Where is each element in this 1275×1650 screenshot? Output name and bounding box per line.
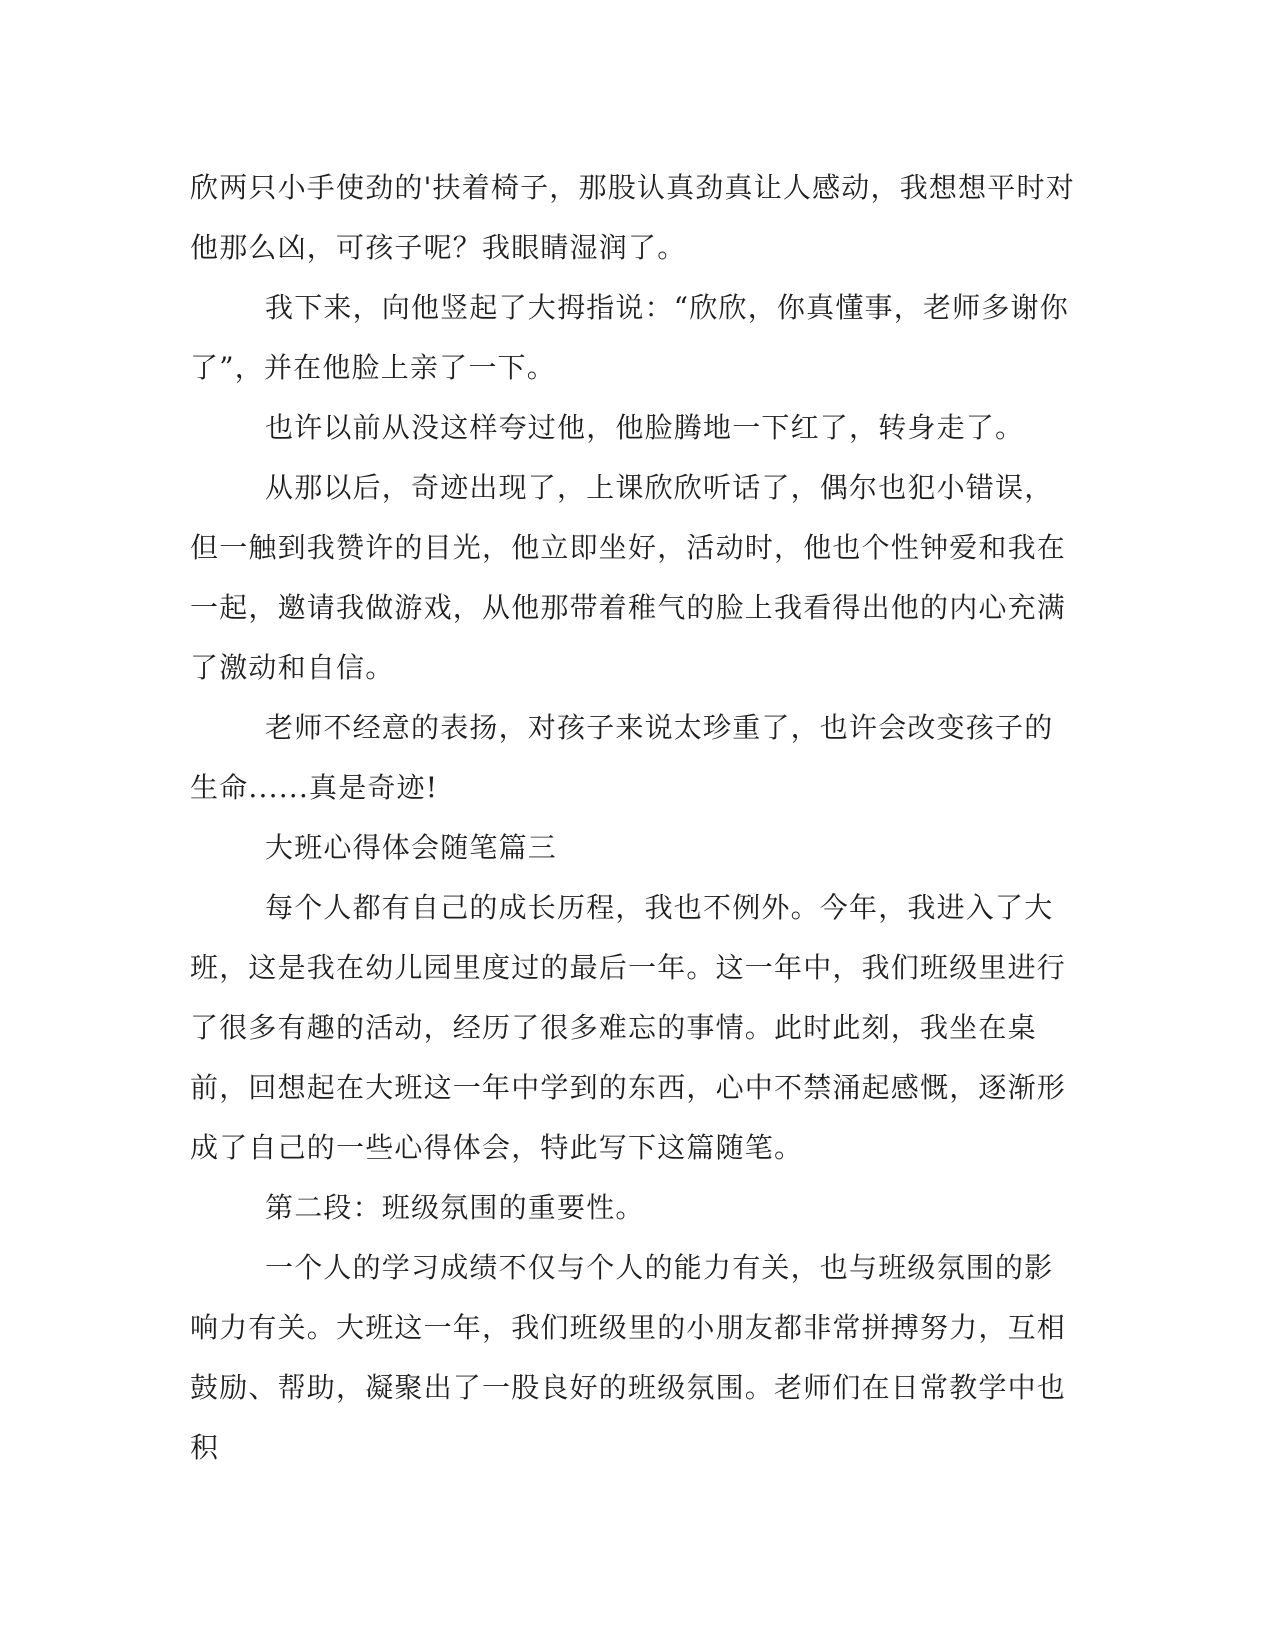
paragraph: 一个人的学习成绩不仅与个人的能力有关，也与班级氛围的影响力有关。大班这一年，我们班级里的小朋友都非常拼搏努力，互相鼓励、帮助，凝聚出了一股良好的班级氛围。老师们在日常教学中也积 (190, 1251, 1067, 1464)
paragraph-continuation: 欣两只小手使劲的'扶着椅子，那股认真劲真让人感动，我想想平时对他那么凶，可孩子呢？我眼睛湿润了。 (190, 171, 1075, 264)
paragraph: 我下来，向他竖起了大拇指说：“欣欣，你真懂事，老师多谢你了”，并在他脸上亲了一下。 (190, 291, 1069, 384)
document-body (190, 158, 1080, 1478)
paragraph: 每个人都有自己的成长历程，我也不例外。今年，我进入了大班，这是我在幼儿园里度过的最后一年。这一年中，我们班级里进行了很多有趣的活动，经历了很多难忘的事情。此时此刻，我坐在桌前，回想起在大班这一年中学到的东西，心中不禁涌起感慨，逐渐形成了自己的一些心得体会，特此写下这篇随笔。 (190, 891, 1067, 1164)
paragraph: 老师不经意的表扬，对孩子来说太珍重了，也许会改变孩子的生命......真是奇迹! (190, 711, 1054, 804)
paragraph: 也许以前从没这样夸过他，他脸腾地一下红了，转身走了。 (265, 411, 1025, 444)
section-heading: 大班心得体会随笔篇三 (265, 831, 558, 864)
subsection-heading: 第二段：班级氛围的重要性。 (265, 1191, 645, 1224)
paragraph: 从那以后，奇迹出现了，上课欣欣听话了，偶尔也犯小错误，但一触到我赞许的目光，他立即坐好，活动时，他也个性钟爱和我在一起，邀请我做游戏，从他那带着稚气的脸上我看得出他的内心充满了激动和自信。 (190, 471, 1067, 684)
